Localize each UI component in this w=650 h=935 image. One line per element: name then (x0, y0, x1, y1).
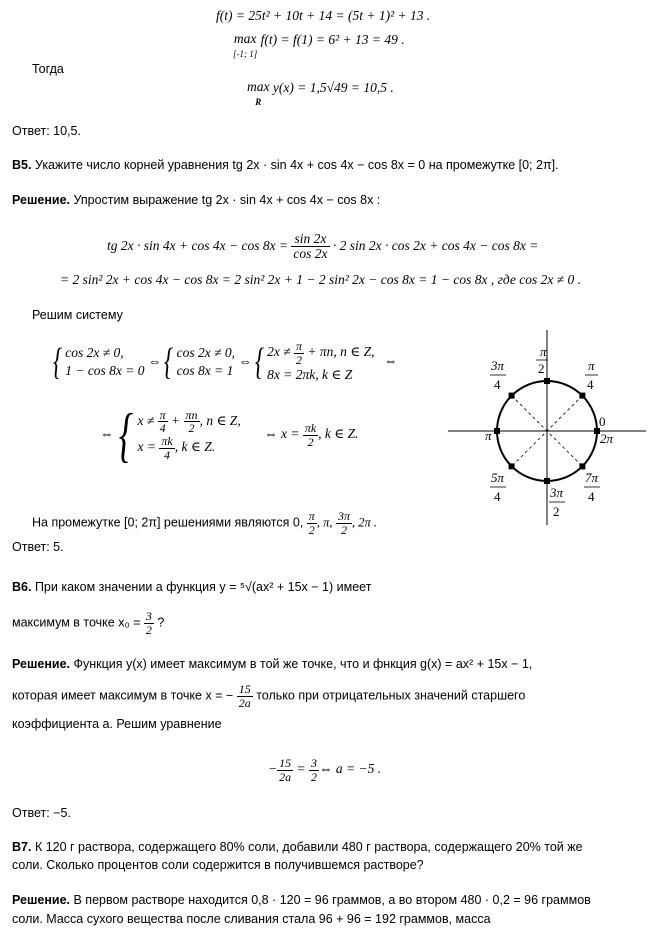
b7-solution-line1: Решение. В первом растворе находится 0,8 · 120 = 96 граммов, а во втором 480 · 0,2 = 96 граммов (12, 893, 591, 907)
label-pi: π (485, 428, 492, 443)
label-3pi2-den: 2 (553, 504, 560, 519)
point-3pi-4 (509, 393, 515, 399)
max-rest: f(t) = f(1) = 6² + 13 = 49 . (260, 32, 405, 47)
label-3pi2-num: 3π (550, 485, 564, 500)
label-5pi4-num: 5π (491, 470, 505, 485)
result-x: ⇔ x = $\frac{\pi k}{2}$ , k ∈ Z. (264, 420, 359, 449)
left-brace: { (164, 341, 174, 384)
left-brace: { (254, 341, 265, 384)
b6-solution-line2: которая имеет максимум в точке x = − $\frac{15}{2a}$ только при отрицательных значений старшего (12, 682, 526, 710)
label-zero: 0 (599, 414, 606, 429)
b5-question-text: Укажите число корней уравнения tg 2x · sin 4x + cos 4x − cos 8x = 0 на промежутке [0; 2π]. (34, 158, 559, 172)
b5-system-row1 (50, 340, 397, 384)
point-5pi-4 (509, 463, 515, 469)
equiv-arrow: ⇔ (238, 353, 252, 369)
max-word: max (233, 31, 257, 46)
label-7pi4-den: 4 (588, 489, 595, 504)
max-subscript: [-1; 1] (233, 48, 258, 59)
b5-equation-line2: = 2 sin² 2x + cos 4x − cos 8x = 2 sin² 2x + 1 − 2 sin² 2x − cos 8x = 1 − cos 8x , где cos 2x ≠ 0 . (60, 272, 581, 287)
equiv-arrow: ⇔ (383, 353, 398, 369)
point-pi-2 (544, 378, 550, 384)
eq-right: · 2 sin 2x · cos 2x + cos 4x − cos 8x = (332, 237, 539, 253)
b6-solution-label: Решение. (12, 657, 71, 671)
b5-solutions-line: На промежутке [0; 2π] решениями являются 0, $\frac{\pi}{2}$ , π, $\frac{3\pi}{2}$ , 2π . (32, 509, 377, 537)
b6-equation: − $\frac{15}{2a}$ = $\frac{3}{2}$ ⇔ a = −5 . (268, 756, 382, 784)
label-pi2-num: π (540, 344, 547, 359)
b5-equation-line1 (107, 232, 538, 261)
system-1: cos 2x ≠ 0, 1 − cos 8x = 0 (65, 344, 145, 379)
eq-frac-num: sin 2x (291, 232, 329, 247)
point-7pi-4 (579, 463, 585, 469)
label-3pi4-num: 3π (491, 358, 505, 373)
b6-question-line1 (12, 580, 371, 594)
b5-solution-label: Решение. (12, 193, 71, 207)
system-3: 2x ≠ $\frac{\pi}{2}$ + πn, n ∈ Z, 8x = 2πk, k ∈ Z (267, 339, 375, 383)
label-3pi4-den: 4 (494, 377, 501, 392)
answer-top: Ответ: 10,5. (12, 124, 81, 138)
b7-label: B7. (12, 840, 32, 854)
b6-answer: Ответ: −5. (12, 806, 71, 820)
equation-max-y (247, 80, 394, 107)
unit-circle-diagram (448, 330, 648, 525)
system-4: x ≠ $\frac{\pi}{4}$ + $\frac{\pi n}{2}$ , n ∈ Z, x = $\frac{\pi k}{4}$ , k ∈ Z. (137, 407, 241, 462)
b6-solution-line1: Решение. Функция y(x) имеет максимум в той же точке, что и фнкция g(x) = ax² + 15x − 1, (12, 657, 533, 671)
left-brace: { (53, 341, 63, 384)
b7-solution-line2: соли. Масса сухого вещества после сливания стала 96 + 96 = 192 граммов, масса (12, 912, 491, 926)
b7-question-line2: соли. Сколько процентов соли содержится в получившемся растворе? (12, 858, 424, 872)
b5-solution-text: Упростим выражение tg 2x · sin 4x + cos 4x − cos 8x : (73, 193, 381, 207)
equiv-arrow: ⇔ (147, 353, 162, 369)
b5-question (12, 158, 559, 172)
point-pi (494, 428, 500, 434)
left-brace: { (118, 402, 133, 468)
label-2pi: 2π (600, 431, 614, 446)
togda-text: Тогда (32, 62, 64, 76)
b5-answer: Ответ: 5. (12, 540, 64, 554)
label-7pi4-num: 7π (585, 470, 599, 485)
b5-system-row2 (100, 402, 359, 468)
label-5pi4-den: 4 (494, 489, 501, 504)
b6-question-line2: максимум в точке x₀ = $\frac{3}{2}$ ? (12, 609, 165, 637)
label-pi2-den: 2 (538, 361, 545, 376)
max-subscript: R (255, 96, 262, 107)
point-pi-4 (579, 393, 585, 399)
system-2: cos 2x ≠ 0, cos 8x = 1 (176, 344, 236, 379)
equiv-arrow: ⇔ (100, 426, 114, 442)
label-pi4-den: 4 (587, 377, 594, 392)
b5-solution-intro (12, 193, 380, 207)
equation-max-f (233, 32, 405, 59)
equation-f-t: f(t) = 25t² + 10t + 14 = (5t + 1)² + 13 . (216, 8, 431, 23)
b5-system-intro: Решим систему (32, 308, 123, 322)
point-3pi-2 (544, 478, 550, 484)
b5-label: B5. (12, 158, 32, 172)
b6-question-text: При каком значении a функция y = ⁵√(ax² + 15x − 1) имеет (34, 580, 372, 594)
b7-question-line1: B7. К 120 г раствора, содержащего 80% соли, добавили 480 г раствора, содержащего 20% той же (12, 840, 583, 854)
max-rest: y(x) = 1,5√49 = 10,5 . (272, 80, 394, 95)
eq-left: tg 2x · sin 4x + cos 4x − cos 8x = (107, 237, 289, 253)
eq-frac-den: cos 2x (293, 246, 328, 262)
b7-solution-label: Решение. (12, 893, 71, 907)
b6-label: B6. (12, 580, 32, 594)
max-word: max (247, 79, 270, 94)
b6-solution-line3: коэффициента a. Решим уравнение (12, 717, 222, 731)
label-pi4-num: π (588, 358, 595, 373)
